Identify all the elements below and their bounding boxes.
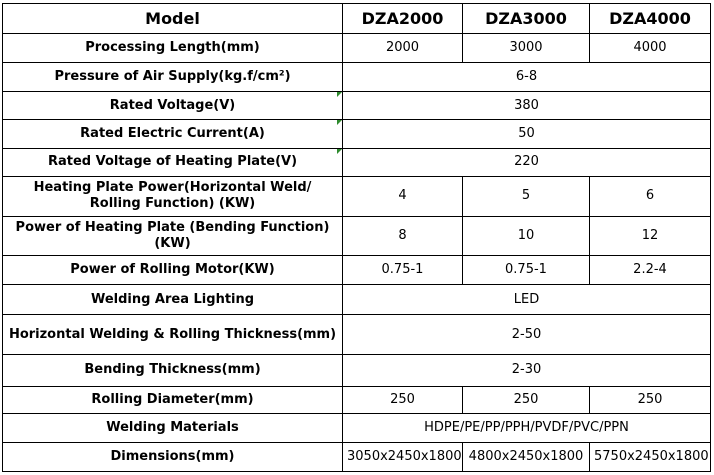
cell-value: 250	[343, 386, 463, 413]
cell-value: 250	[590, 386, 711, 413]
spec-table	[2, 3, 711, 472]
row-label: Processing Length(mm)	[3, 34, 343, 63]
table-row	[3, 315, 711, 355]
cell-value: 0.75-1	[463, 255, 590, 284]
row-label: Rated Voltage(V)	[3, 92, 343, 120]
row-label: Bending Thickness(mm)	[3, 355, 343, 386]
table-row	[3, 386, 711, 413]
cell-value: 4	[343, 176, 463, 216]
table-row	[3, 413, 711, 442]
cell-value: 12	[590, 216, 711, 255]
cell-merged-value: 6-8	[343, 63, 711, 92]
cell-marker	[337, 120, 342, 125]
row-label: Power of Heating Plate (Bending Function) (KW)	[3, 216, 343, 255]
row-label: Horizontal Welding & Rolling Thickness(mm)	[3, 315, 343, 355]
table-row	[3, 176, 711, 216]
header-model: Model	[3, 4, 343, 34]
cell-value: 5	[463, 176, 590, 216]
row-label: Welding Area Lighting	[3, 285, 343, 315]
cell-value: 4000	[590, 34, 711, 63]
row-label: Dimensions(mm)	[3, 442, 343, 471]
header-dza2000: DZA2000	[343, 4, 463, 34]
cell-value: 6	[590, 176, 711, 216]
cell-marker	[337, 92, 342, 97]
header-dza3000: DZA3000	[463, 4, 590, 34]
cell-merged-value: 50	[343, 120, 711, 148]
cell-value: 3050x2450x1800	[343, 442, 463, 471]
header-dza4000: DZA4000	[590, 4, 711, 34]
cell-value: 3000	[463, 34, 590, 63]
row-label: Welding Materials	[3, 413, 343, 442]
row-label: Pressure of Air Supply(kg.f/cm²)	[3, 63, 343, 92]
cell-value: 5750x2450x1800	[590, 442, 711, 471]
cell-merged-value: LED	[343, 285, 711, 315]
table-row	[3, 63, 711, 92]
header-row	[3, 4, 711, 34]
cell-merged-value: 380	[343, 92, 711, 120]
table-row	[3, 285, 711, 315]
cell-merged-value: 2-30	[343, 355, 711, 386]
cell-merged-value: 2-50	[343, 315, 711, 355]
cell-marker	[337, 149, 342, 154]
cell-value: 8	[343, 216, 463, 255]
cell-value: 4800x2450x1800	[463, 442, 590, 471]
cell-value: 2000	[343, 34, 463, 63]
cell-value: 2.2-4	[590, 255, 711, 284]
row-label: Power of Rolling Motor(KW)	[3, 255, 343, 284]
table-row	[3, 442, 711, 471]
table-row	[3, 34, 711, 63]
cell-value: 250	[463, 386, 590, 413]
table-row	[3, 92, 711, 120]
row-label: Heating Plate Power(Horizontal Weld/ Rolling Function) (KW)	[3, 176, 343, 216]
table-row	[3, 148, 711, 176]
table-row	[3, 355, 711, 386]
row-label: Rated Electric Current(A)	[3, 120, 343, 148]
table-row	[3, 120, 711, 148]
cell-value: 10	[463, 216, 590, 255]
row-label: Rated Voltage of Heating Plate(V)	[3, 148, 343, 176]
cell-merged-value: 220	[343, 148, 711, 176]
cell-merged-value: HDPE/PE/PP/PPH/PVDF/PVC/PPN	[343, 413, 711, 442]
table-row	[3, 255, 711, 284]
cell-value: 0.75-1	[343, 255, 463, 284]
table-row	[3, 216, 711, 255]
row-label: Rolling Diameter(mm)	[3, 386, 343, 413]
